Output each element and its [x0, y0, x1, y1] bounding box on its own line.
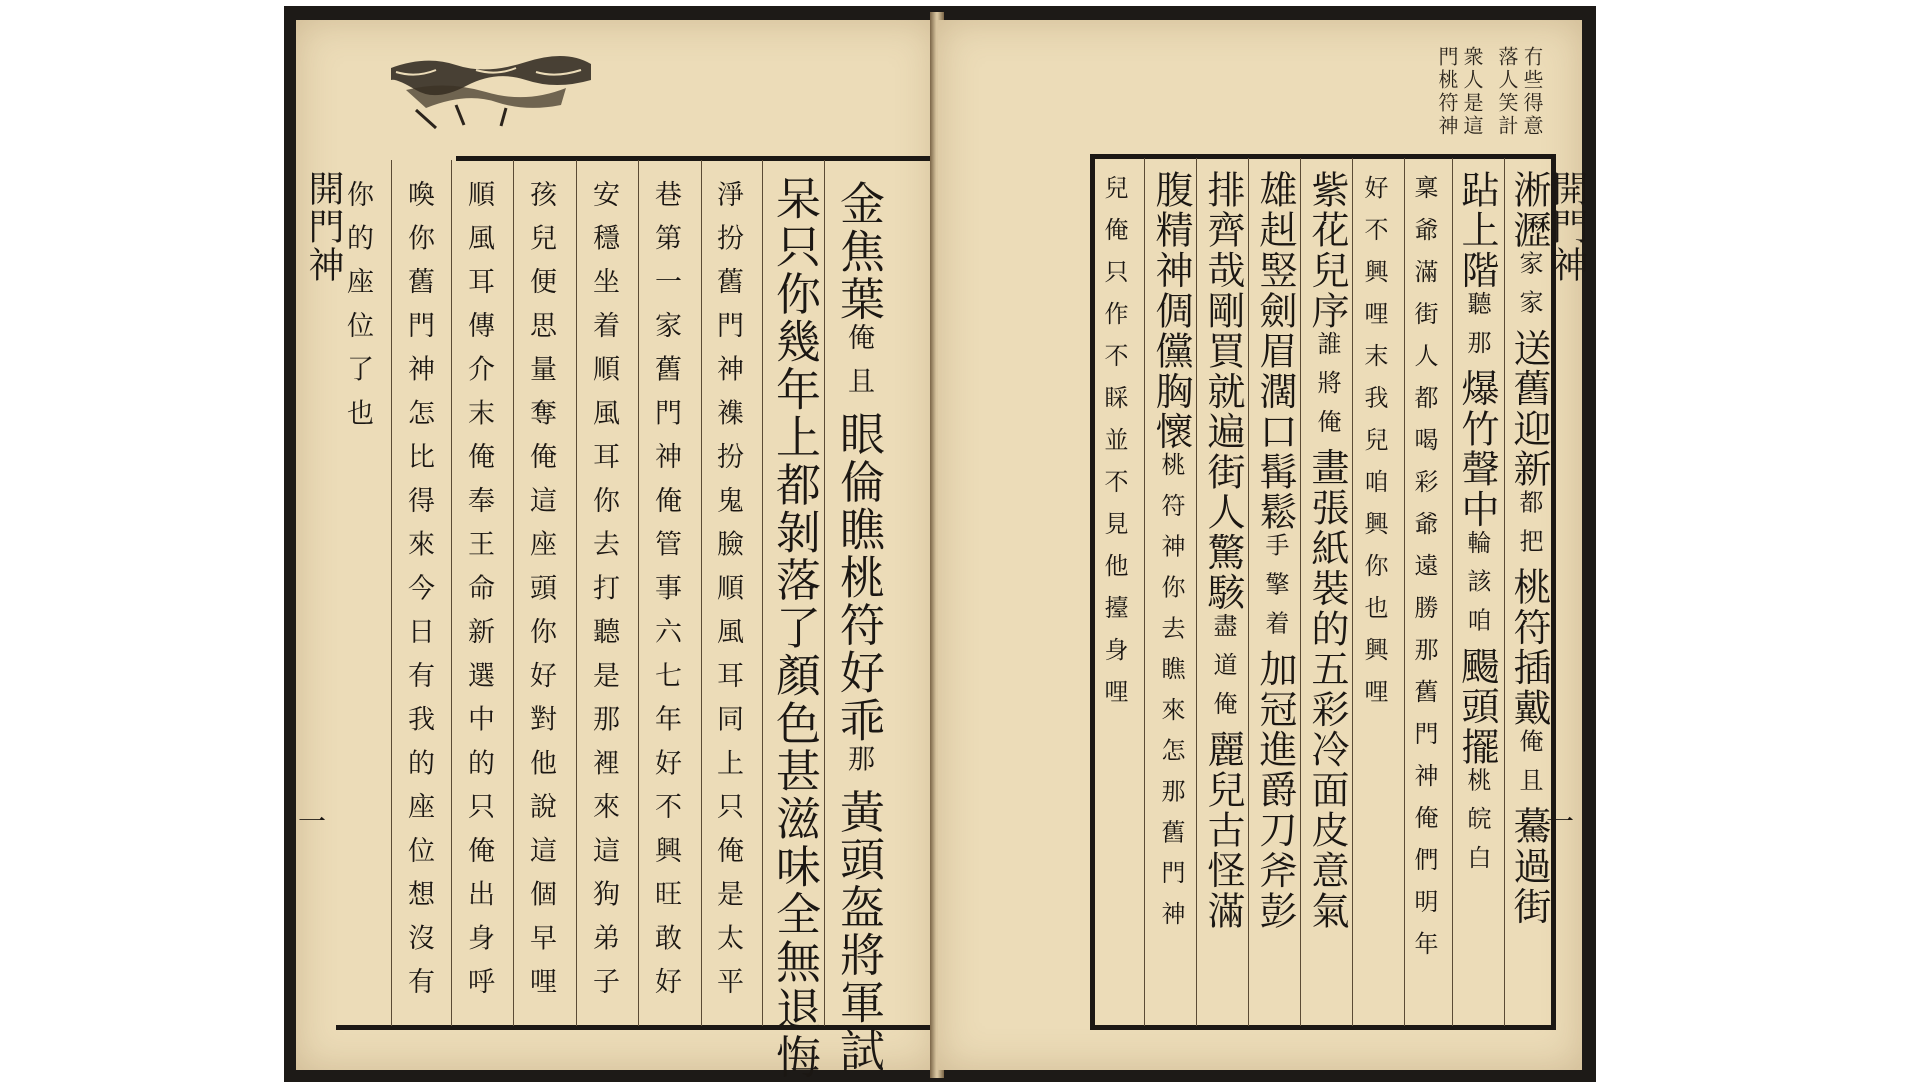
column-rule — [1504, 158, 1505, 1026]
text-column-2: 呆只你幾年上都剝落了顏色甚滋味全無退悔 — [768, 175, 821, 1082]
woodblock-illustration — [386, 50, 596, 130]
text-column-7: 順風耳傳介末俺奉王命新選中的只俺出身呼 — [463, 180, 494, 1012]
page-number-right: 一 — [1546, 805, 1575, 838]
margin-note: 衆人是這 — [1460, 46, 1484, 138]
column-rule — [701, 160, 702, 1026]
column-rule — [1196, 158, 1197, 1026]
banxin-title-left: 開門神 — [303, 170, 344, 284]
banxin-title-right: 開門神 — [1547, 170, 1588, 284]
book-spread — [284, 6, 1596, 1082]
text-column-6: 孩兒便思量奪俺這座頭你好對他說這個早哩 — [525, 180, 556, 1012]
page-number-left: 一 — [298, 805, 327, 838]
left-page — [296, 20, 936, 1082]
text-column-1: 淅瀝家家送舊迎新都把桃符插戴俺且驀過街 — [1507, 170, 1551, 927]
column-rule — [513, 160, 514, 1026]
column-rule — [1144, 158, 1145, 1026]
column-rule — [1352, 158, 1353, 1026]
column-rule — [1300, 158, 1301, 1026]
text-column-8: 喚你舊門神怎比得來今日有我的座位想沒有 — [403, 180, 434, 1012]
text-column-1: 金焦葉俺且眼倫瞧桃符好乖那黃頭盔將軍試 — [832, 180, 885, 1075]
column-rule — [1404, 158, 1405, 1026]
right-page — [938, 20, 1588, 1070]
text-column-2: 跕上階聽那爆竹聲中輪該咱颺頭擺桃皖白 — [1455, 170, 1499, 884]
text-column-4: 巷第一家舊門神俺管事六七年好不興旺敢好 — [650, 180, 681, 1012]
text-column-9: 兒俺只作不睬並不見他擡身哩 — [1100, 175, 1128, 721]
margin-note: 門桃符神 — [1435, 46, 1459, 138]
column-rule — [451, 160, 452, 1026]
text-column-6: 雄赳竪劍眉濶口髯鬆手擎着加冠進爵刀斧彭 — [1253, 170, 1297, 932]
column-rule — [824, 160, 825, 1026]
left-frame-top-rule — [456, 156, 937, 161]
margin-note: 冇些得意 — [1520, 46, 1544, 138]
column-rule — [1248, 158, 1249, 1026]
text-column-7: 排齊哉剛買就遍街人驚駭盡道俺麗兒古怪滿 — [1201, 170, 1245, 932]
text-column-4: 好不興哩末我兒咱興你也興哩 — [1360, 175, 1388, 721]
text-column-9: 你的座位了也 — [342, 180, 373, 443]
margin-note: 落人笑計 — [1495, 46, 1519, 138]
text-column-5: 安穩坐着順風耳你去打聽是那裡來這狗弟子 — [588, 180, 619, 1012]
column-rule — [391, 160, 392, 1026]
column-rule — [762, 160, 763, 1026]
text-column-3: 稟爺滿街人都喝彩爺遠勝那舊門神俺們明年 — [1410, 175, 1438, 973]
column-rule — [576, 160, 577, 1026]
text-column-8: 腹精神倜儻胸懷桃符神你去瞧來怎那舊門神 — [1149, 170, 1193, 942]
column-rule — [638, 160, 639, 1026]
column-rule — [1452, 158, 1453, 1026]
text-column-3: 淨扮舊門神襍扮鬼臉順風耳同上只俺是太平 — [712, 180, 743, 1012]
text-column-5: 紫花兒序誰將俺畫張紙裝的五彩冷面皮意氣 — [1305, 170, 1349, 932]
